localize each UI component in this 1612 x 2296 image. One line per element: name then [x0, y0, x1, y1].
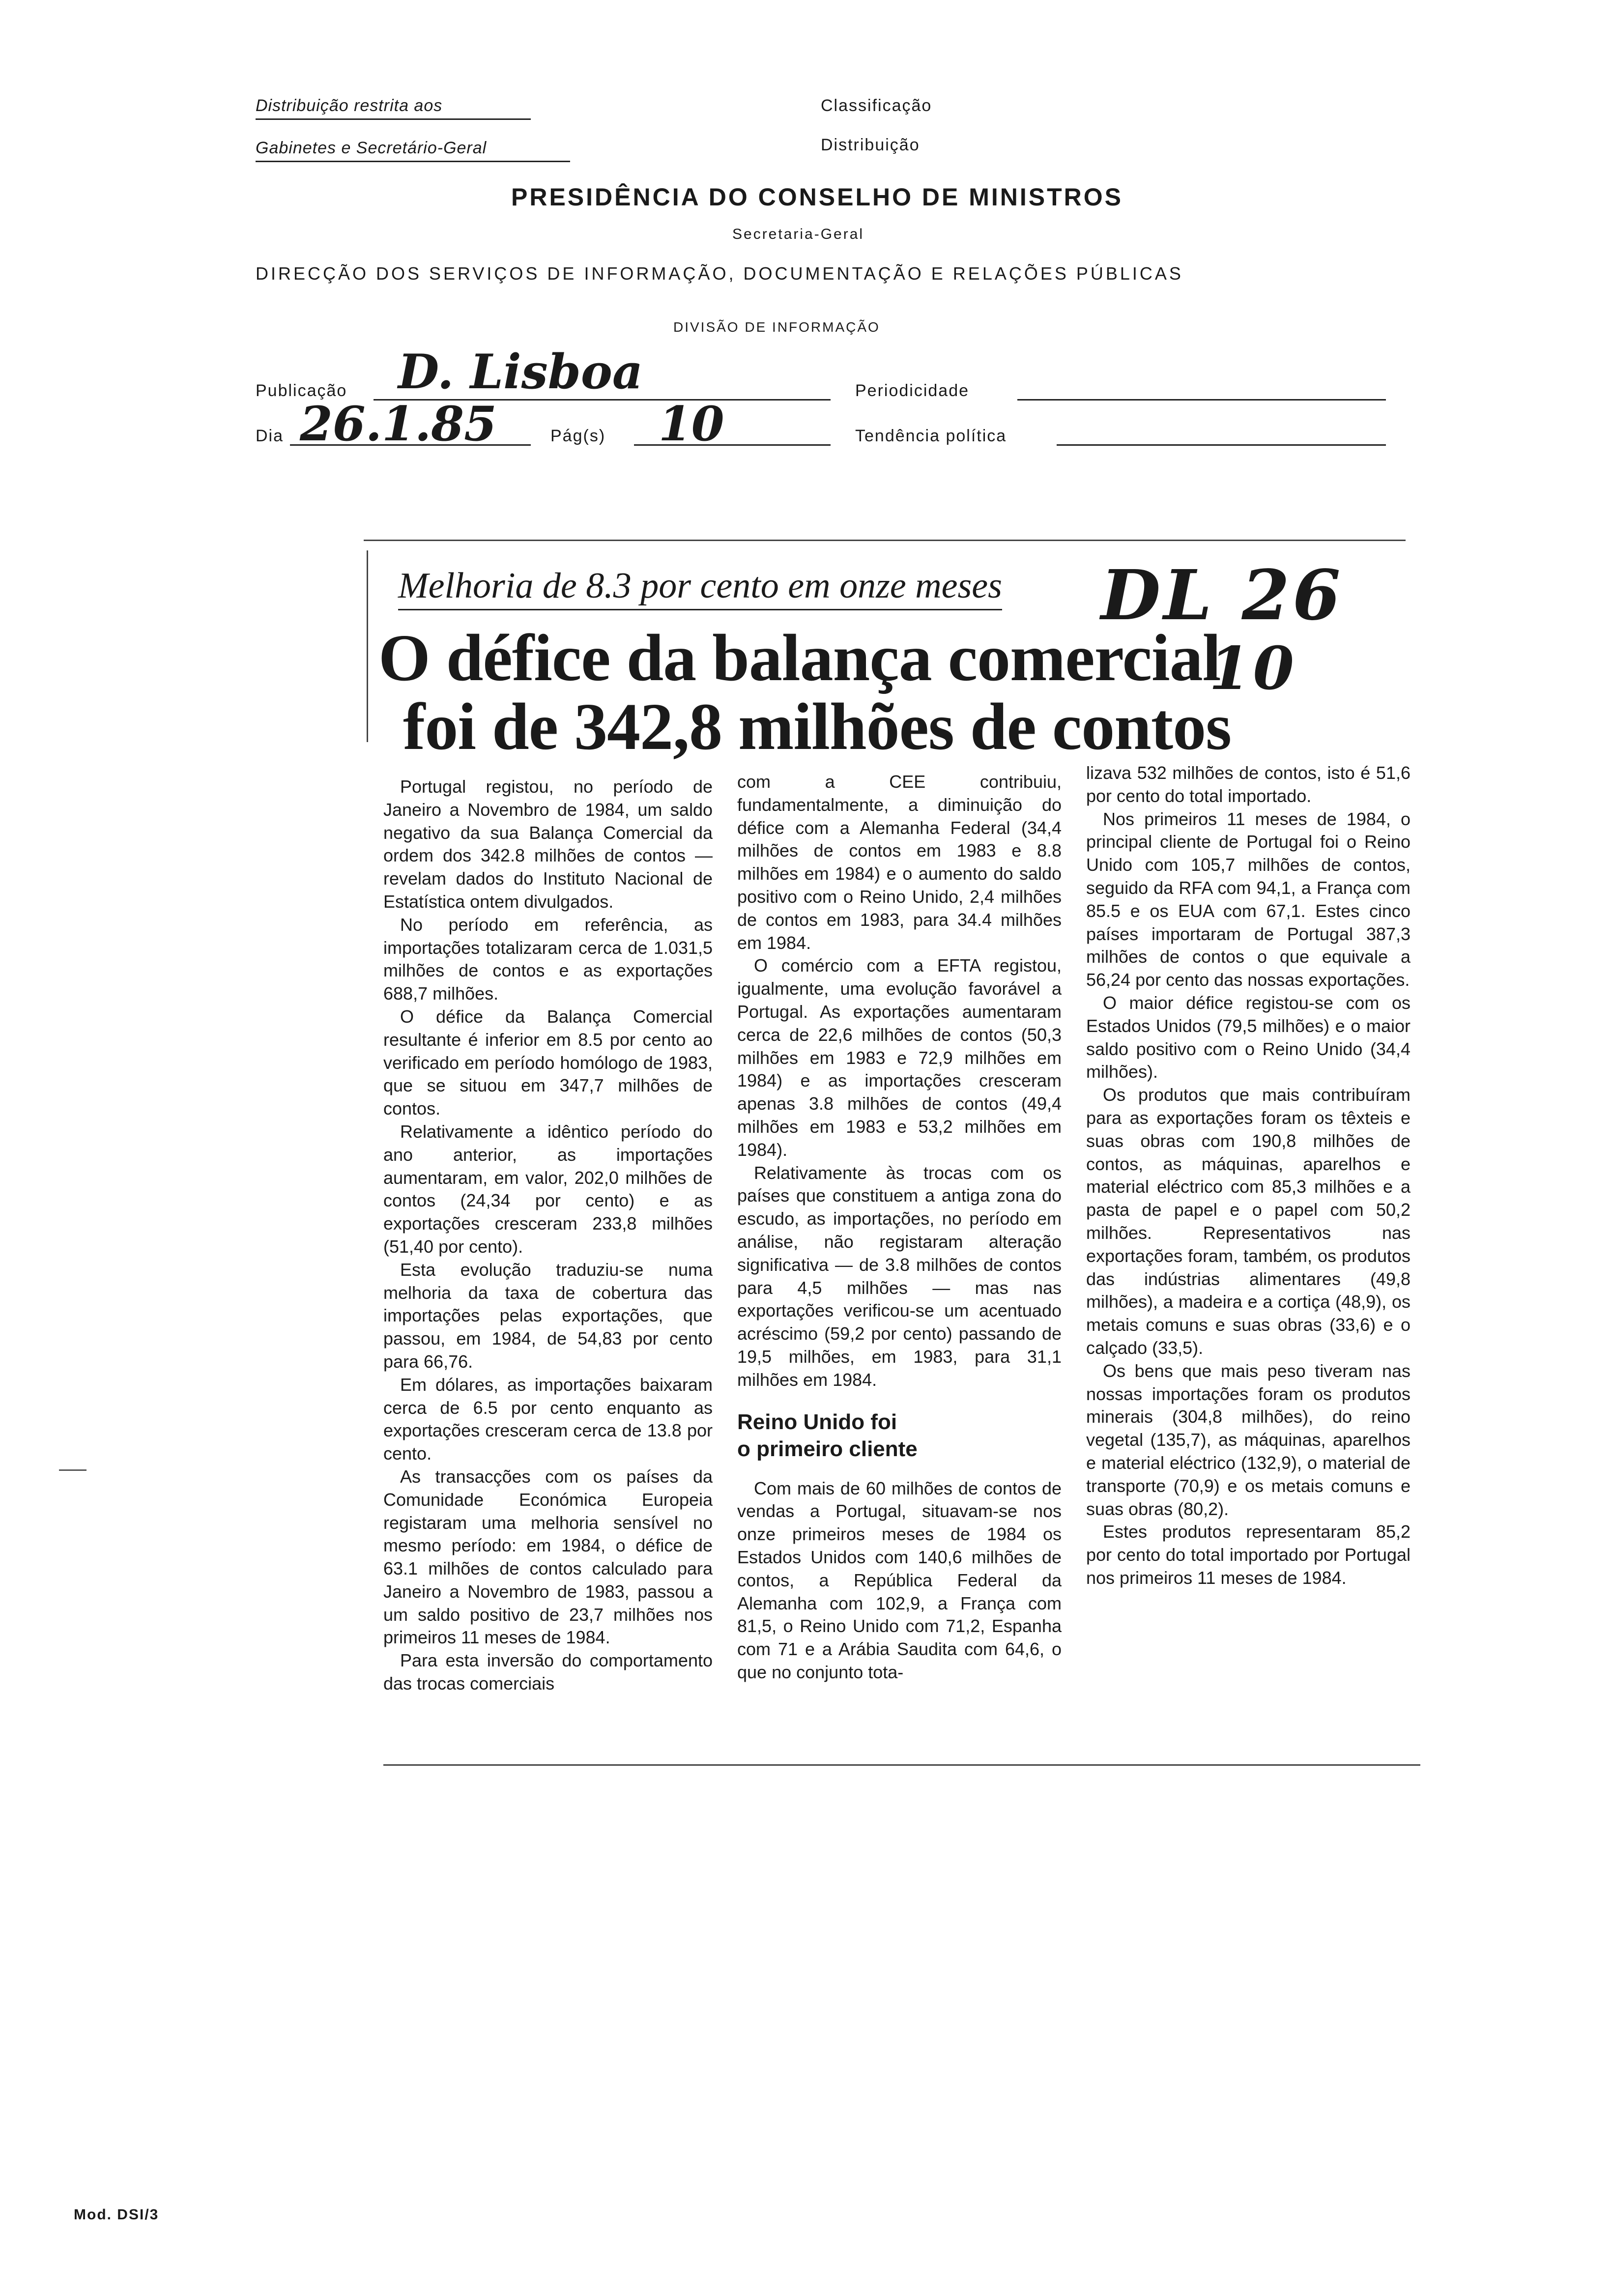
political-tendency-label: Tendência política [855, 427, 1007, 445]
political-tendency-fill-line [1057, 444, 1386, 446]
periodicity-fill-line [1017, 399, 1386, 401]
col1-paragraph: As transacções com os países da Comunidade Económica Europeia registaram uma melhoria sensível no mesmo período: em 1984, o défice de 63.1 milhões de contos calculado para Janeiro a Novembro de 1983, passou a um saldo positivo de 23,7 milhões nos primeiros 11 meses de 1984. [383, 1466, 713, 1648]
day-handwritten-value: 26.1.85 [300, 396, 497, 452]
scan-mark [59, 1469, 86, 1471]
col3-paragraph: Os bens que mais peso tiveram nas nossas importações foram os produtos minerais (304,8 milhões), do reino vegetal (135,7), as máquinas, aparelhos e material eléctrico (132,9), o material de transporte (70,9) e os metais comuns e suas obras (80,2). [1086, 1360, 1410, 1519]
clipping-top-rule [364, 540, 1406, 541]
col1-paragraph: Esta evolução traduziu-se numa melhoria da taxa de cobertura das importações pelas exportações, que passou, em 1984, de 54,83 por cento para 66,76. [383, 1259, 713, 1372]
col2-paragraph: Com mais de 60 milhões de contos de vendas a Portugal, situavam-se nos onze primeiros meses de 1984 os Estados Unidos com 140,6 milhões de contos, a República Federal da Alemanha com 102,9, a França com 81,5, o Reino Unido com 71,2, Espanha com 71 e a Arábia Saudita com 64,6, o que no conjunto tota- [737, 1478, 1062, 1682]
col3-paragraph: Estes produtos representaram 85,2 por cento do total importado por Portugal nos primeiros 11 meses de 1984. [1086, 1521, 1410, 1588]
col1-paragraph: Em dólares, as importações baixaram cerca de 6.5 por cento enquanto as exportações cresceram cerca de 13.8 por cento. [383, 1374, 713, 1464]
subheading-line1: Reino Unido foi [737, 1409, 897, 1434]
col1-paragraph: Portugal registou, no período de Janeiro a Novembro de 1984, um saldo negativo da sua Balança Comercial da ordem dos 342.8 milhões de contos — revelam dados do Instituto Nacional de Estatística ontem divulgados. [383, 776, 713, 912]
article-column-3 [1086, 762, 1410, 1590]
article-headline-line2: foi de 342,8 milhões de contos [403, 690, 1232, 764]
publication-handwritten-value: D. Lisboa [398, 344, 643, 400]
distribution-label: Distribuição [821, 136, 920, 154]
col1-paragraph: Para esta inversão do comportamento das trocas comerciais [383, 1650, 713, 1694]
ministry-title: PRESIDÊNCIA DO CONSELHO DE MINISTROS [511, 183, 1123, 211]
clipping-bottom-rule [383, 1764, 1420, 1766]
distribution-restricted-line2: Gabinetes e Secretário-Geral [256, 139, 570, 162]
secretariat-label: Secretaria-Geral [732, 226, 864, 242]
col3-paragraph: lizava 532 milhões de contos, isto é 51,6 por cento do total importado. [1086, 763, 1410, 806]
col2-paragraph: Relativamente às trocas com os países que constituem a antiga zona do escudo, as importações, no período em análise, não registaram alteração significativa — de 3.8 milhões de contos para 4,5 milhões — mas nas exportações verificou-se um acentuado acréscimo (59,2 por cento) passando de 19,5 milhões, em 1983, para 31,1 milhões em 1984. [737, 1162, 1062, 1390]
pages-fill-line [634, 444, 831, 446]
clipping-left-rule [367, 550, 368, 742]
col1-paragraph: Relativamente a idêntico período do ano anterior, as importações aumentaram, em valor, 202,0 milhões de contos (24,34 por cento) e as exportações cresceram 233,8 milhões (51,40 por cento). [383, 1121, 713, 1257]
day-fill-line [290, 444, 531, 446]
day-label: Dia [256, 427, 284, 445]
directorate-line: DIRECÇÃO DOS SERVIÇOS DE INFORMAÇÃO, DOCUMENTAÇÃO E RELAÇÕES PÚBLICAS [256, 263, 1183, 284]
article-column-1 [383, 775, 713, 1695]
pages-label: Pág(s) [550, 427, 606, 445]
form-model-code: Mod. DSI/3 [74, 2207, 159, 2223]
article-kicker: Melhoria de 8.3 por cento em onze meses [398, 565, 1002, 610]
col3-paragraph: Nos primeiros 11 meses de 1984, o principal cliente de Portugal foi o Reino Unido com 105,7 milhões de contos, seguido da RFA com 94,1, a França com 85.5 e os EUA com 67,1. Estes cinco países importaram de Portugal 387,3 milhões de contos o que equivale a 56,24 por cento das nossas exportações. [1086, 808, 1410, 990]
article-headline-line1: O défice da balança comercial [378, 621, 1221, 695]
periodicity-label: Periodicidade [855, 381, 970, 400]
col1-paragraph: No período em referência, as importações totalizaram cerca de 1.031,5 milhões de contos e as exportações 688,7 milhões. [383, 914, 713, 1004]
col3-paragraph: O maior défice registou-se com os Estados Unidos (79,5 milhões) e o maior saldo positivo com o Reino Unido (34,4 milhões). [1086, 992, 1410, 1082]
subheading-line2: o primeiro cliente [737, 1436, 918, 1461]
col2-paragraph: O comércio com a EFTA registou, igualmente, uma evolução favorável a Portugal. As exportações aumentaram cerca de 22,6 milhões de contos (50,3 milhões em 1983 e 72,9 milhões em 1984) e as importações cresceram apenas 3.8 milhões de contos (49,4 milhões em 1983 e 53,2 milhões em 1984). [737, 955, 1062, 1160]
col2-paragraph: com a CEE contribuiu, fundamentalmente, a diminuição do défice com a Alemanha Federal (34,4 milhões de contos em 1983 e 8.8 milhões em 1984) e o aumento do saldo positivo com o Reino Unido, 2,4 milhões de contos em 1983, para 34.4 milhões em 1984. [737, 772, 1062, 953]
publication-label: Publicação [256, 381, 347, 400]
pages-handwritten-value: 10 [659, 396, 724, 452]
col1-paragraph: O défice da Balança Comercial resultante é inferior em 8.5 por cento ao verificado em período homólogo de 1983, que se situou em 347,7 milhões de contos. [383, 1006, 713, 1119]
handwritten-margin-annotation: DL 26 [1101, 555, 1344, 636]
article-column-2 [737, 771, 1062, 1684]
article-subheading [737, 1408, 1062, 1463]
classification-label: Classificação [821, 96, 932, 115]
distribution-restricted-line1: Distribuição restrita aos [256, 96, 531, 120]
handwritten-page-annotation: 10 [1209, 634, 1297, 703]
division-label: DIVISÃO DE INFORMAÇÃO [673, 319, 880, 335]
col3-paragraph: Os produtos que mais contribuíram para as exportações foram os têxteis e suas obras com 190,8 milhões de contos, as máquinas, aparelhos e material eléctrico com 85,3 milhões e a pasta de papel e o papel com 50,2 milhões. Representativos nas exportações foram, também, os produtos das indústrias alimentares (49,8 milhões), a madeira e a cortiça (48,9), os metais comuns e suas obras (33,6) e o calçado (33,5). [1086, 1085, 1410, 1358]
